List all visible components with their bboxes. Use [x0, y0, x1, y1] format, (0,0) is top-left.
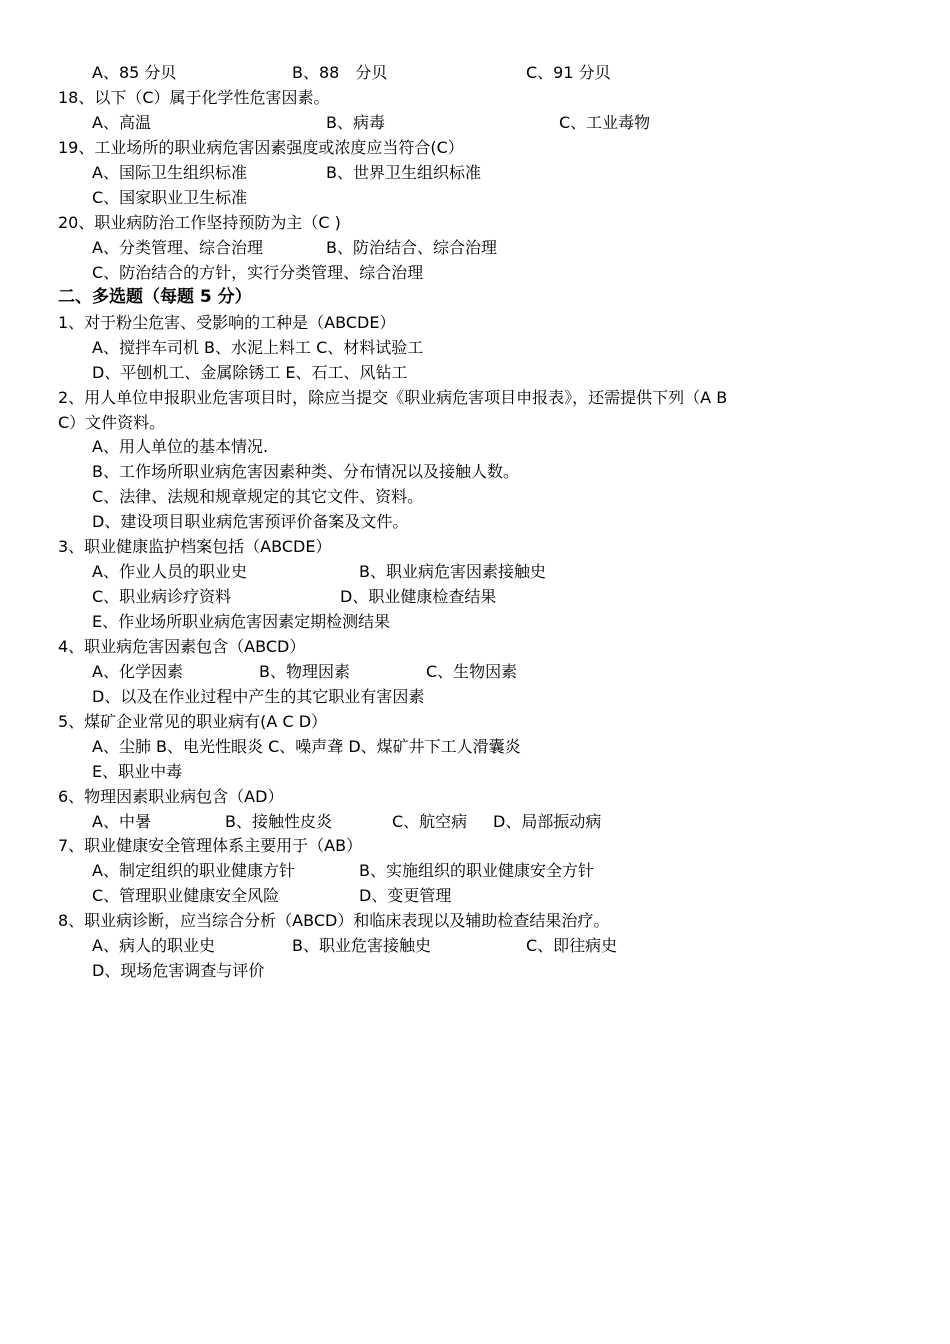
question-6: 6、物理因素职业病包含（AD） [58, 787, 284, 806]
option-c: C、航空病 [392, 812, 468, 831]
option-c: C、工业毒物 [559, 113, 651, 132]
option-a: A、高温 [92, 113, 151, 132]
question-7: 7、职业健康安全管理体系主要用于（AB） [58, 836, 363, 855]
option-a: A、病人的职业史 [92, 936, 215, 955]
question-18: 18、以下（C）属于化学性危害因素。 [58, 88, 330, 107]
option-a: A、85 分贝 [92, 63, 177, 82]
question-19: 19、工业场所的职业病危害因素强度或浓度应当符合(C） [58, 138, 464, 157]
option-a: A、用人单位的基本情况. [92, 437, 269, 456]
option-d: D、变更管理 [359, 886, 452, 905]
section-heading: 二、多选题（每题 5 分） [58, 287, 252, 307]
option-c: C、国家职业卫生标准 [92, 188, 248, 207]
option-a: A、作业人员的职业史 [92, 562, 247, 581]
option-a: A、分类管理、综合治理 [92, 238, 263, 257]
question-5-options-line2: E、职业中毒 [92, 762, 183, 781]
option-d: D、建设项目职业病危害预评价备案及文件。 [92, 512, 409, 531]
option-c: C、即往病史 [526, 936, 618, 955]
option-b: B、工作场所职业病危害因素种类、分布情况以及接触人数。 [92, 462, 519, 481]
option-d: D、现场危害调查与评价 [92, 961, 265, 980]
option-a: A、中暑 [92, 812, 151, 831]
option-a: A、国际卫生组织标准 [92, 163, 247, 182]
option-d: D、职业健康检查结果 [340, 587, 497, 606]
option-b: B、88 分贝 [292, 63, 388, 82]
question-2: 2、用人单位申报职业危害项目时，除应当提交《职业病危害项目申报表》，还需提供下列（A B [58, 388, 728, 407]
option-c: C、法律、法规和规章规定的其它文件、资料。 [92, 487, 424, 506]
option-b: B、物理因素 [259, 662, 350, 681]
option-d: D、局部振动病 [493, 812, 602, 831]
option-c: C、管理职业健康安全风险 [92, 886, 280, 905]
option-a: A、化学因素 [92, 662, 183, 681]
question-5: 5、煤矿企业常见的职业病有(A C D） [58, 712, 328, 731]
option-a: A、制定组织的职业健康方针 [92, 861, 295, 880]
option-c: C、91 分贝 [526, 63, 611, 82]
question-3: 3、职业健康监护档案包括（ABCDE） [58, 537, 332, 556]
question-1-options-line1: A、搅拌车司机 B、水泥上料工 C、材料试验工 [92, 338, 424, 357]
option-b: B、病毒 [326, 113, 385, 132]
option-b: B、职业危害接触史 [292, 936, 431, 955]
option-b: B、防治结合、综合治理 [326, 238, 497, 257]
option-b: B、接触性皮炎 [225, 812, 332, 831]
option-d: D、以及在作业过程中产生的其它职业有害因素 [92, 687, 425, 706]
option-b: B、实施组织的职业健康安全方针 [359, 861, 594, 880]
option-e: E、作业场所职业病危害因素定期检测结果 [92, 612, 391, 631]
question-2-continued: C）文件资料。 [58, 413, 166, 432]
option-c: C、生物因素 [426, 662, 518, 681]
question-1: 1、对于粉尘危害、受影响的工种是（ABCDE） [58, 313, 396, 332]
question-8: 8、职业病诊断，应当综合分析（ABCD）和临床表现以及辅助检查结果治疗。 [58, 911, 610, 930]
option-c: C、防治结合的方针，实行分类管理、综合治理 [92, 263, 424, 282]
option-b: B、世界卫生组织标准 [326, 163, 481, 182]
question-4: 4、职业病危害因素包含（ABCD） [58, 637, 306, 656]
question-20: 20、职业病防治工作坚持预防为主（C ) [58, 213, 341, 232]
question-1-options-line2: D、平刨机工、金属除锈工 E、石工、风钻工 [92, 363, 408, 382]
question-5-options-line1: A、尘肺 B、电光性眼炎 C、噪声聋 D、煤矿井下工人滑囊炎 [92, 737, 521, 756]
option-b: B、职业病危害因素接触史 [359, 562, 546, 581]
option-c: C、职业病诊疗资料 [92, 587, 232, 606]
